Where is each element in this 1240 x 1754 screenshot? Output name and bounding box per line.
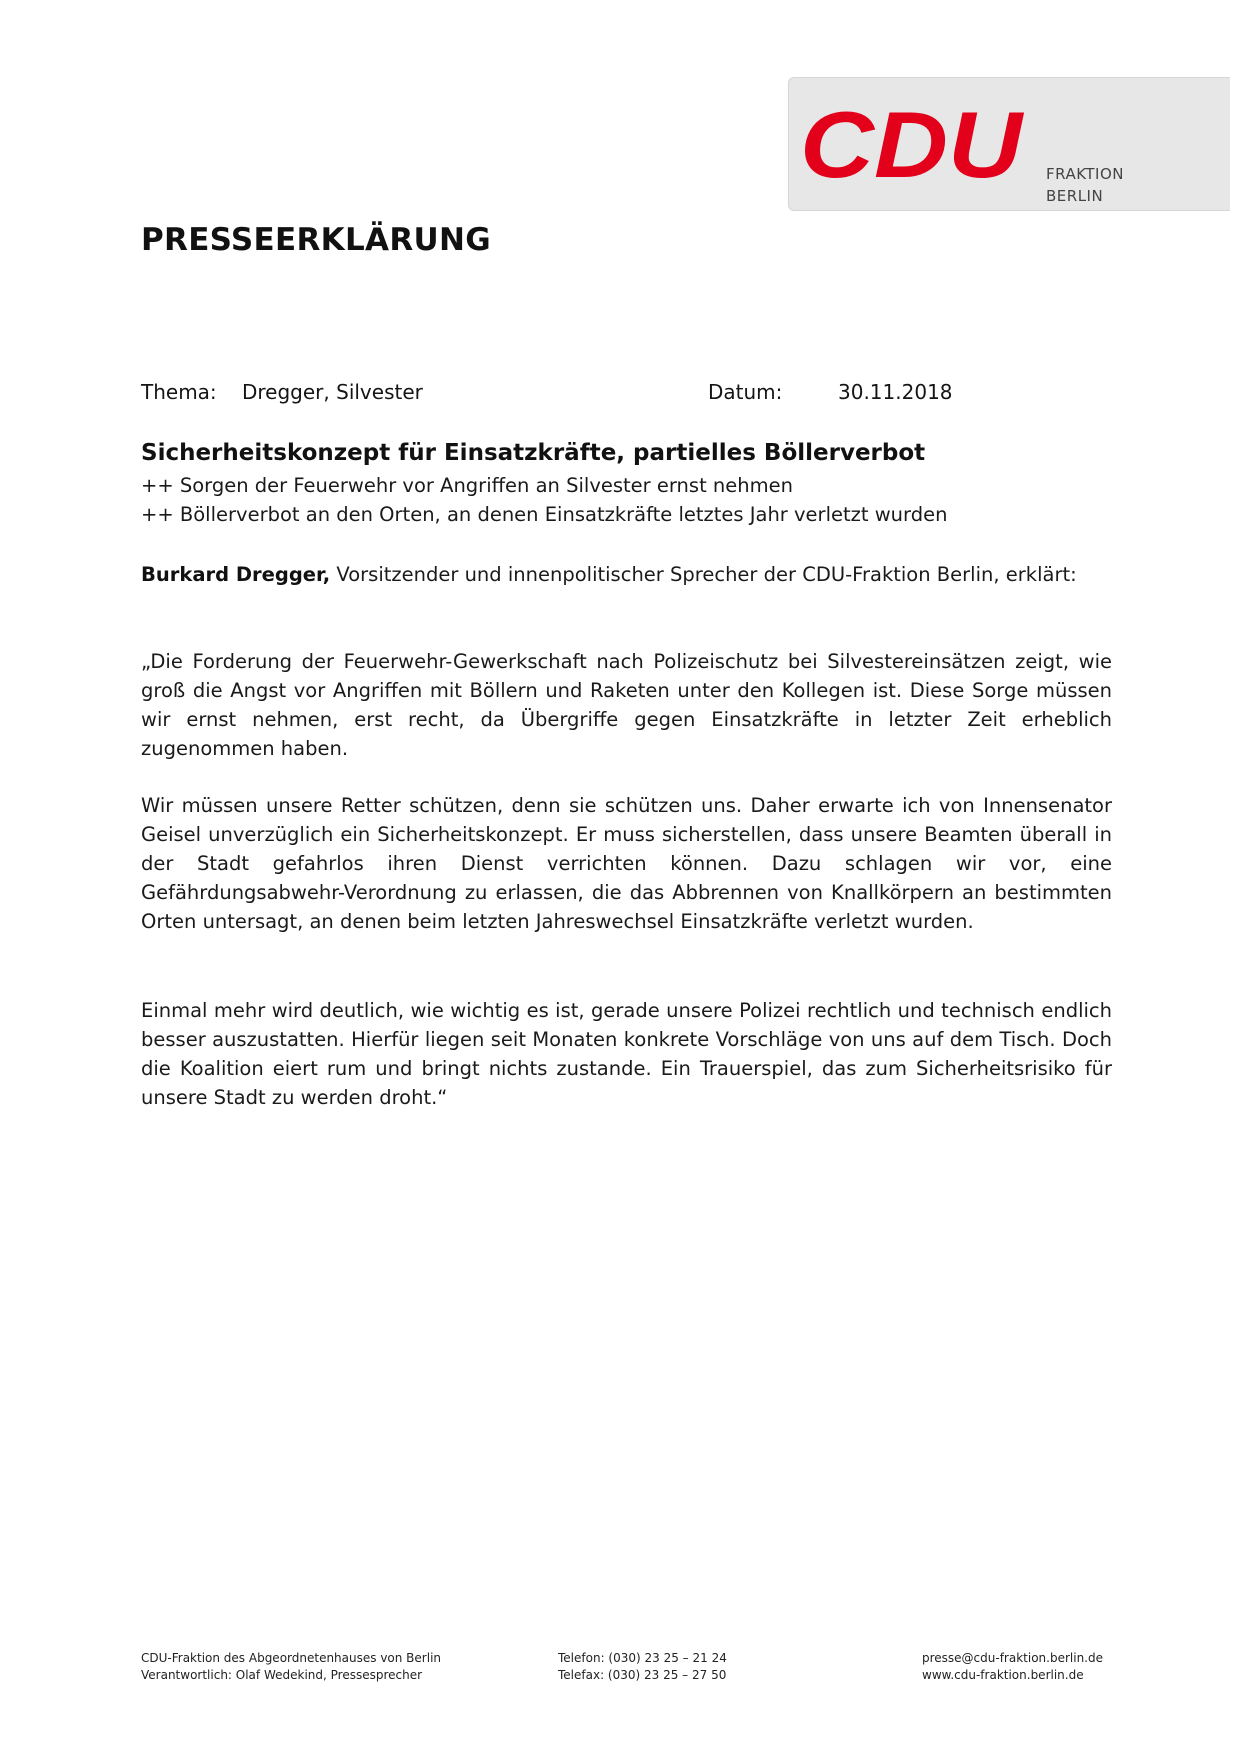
datum-value: 30.11.2018	[838, 380, 953, 404]
press-headline: Sicherheitskonzept für Einsatzkräfte, partielles Böllerverbot	[141, 440, 926, 466]
quote-paragraph-3: Einmal mehr wird deutlich, wie wichtig es ist, gerade unsere Polizei rechtlich und technisch endlich besser auszustatten. Hierfür liegen seit Monaten konkrete Vorschläge von uns auf dem Tisch. Doch die Koalition eiert rum und bringt nichts zustande. Ein Trauerspiel, das zum Sicherheitsrisiko für unsere Stadt zu werden droht.“	[141, 999, 1112, 1109]
thema-label: Thema:	[141, 380, 217, 404]
footer-contact-numbers	[558, 1650, 727, 1684]
logo-line-berlin: BERLIN	[1046, 187, 1104, 205]
document-title: PRESSEERKLÄRUNG	[141, 222, 491, 258]
cdu-wordmark-logo	[798, 87, 1024, 197]
subline-1: ++ Sorgen der Feuerwehr vor Angriffen an Silvester ernst nehmen	[141, 474, 793, 497]
speaker-role: Vorsitzender und innenpolitischer Sprecher der CDU-Fraktion Berlin, erklärt:	[330, 563, 1077, 586]
footer-website: www.cdu-fraktion.berlin.de	[922, 1668, 1084, 1682]
speaker-name: Burkard Dregger,	[141, 563, 331, 586]
footer-fax: Telefax: (030) 23 25 – 27 50	[558, 1668, 727, 1682]
footer-org-name: CDU-Fraktion des Abgeordnetenhauses von Berlin	[141, 1651, 442, 1665]
logo-line-fraktion: FRAKTION	[1046, 165, 1124, 183]
footer-organization	[141, 1650, 441, 1684]
footer-phone: Telefon: (030) 23 25 – 21 24	[558, 1651, 727, 1665]
quote-paragraph-1: „Die Forderung der Feuerwehr-Gewerkschaft nach Polizeischutz bei Silvestereinsätzen zeigt, wie groß die Angst vor Angriffen mit Böllern und Raketen unter den Kollegen ist. Diese Sorge müssen wir ernst nehmen, erst recht, da Übergriffe gegen Einsatzkräfte in letzter Zeit erheblich zugenommen haben.	[141, 650, 1112, 760]
logo-subtitle	[1046, 163, 1124, 207]
thema-value: Dregger, Silvester	[242, 380, 423, 404]
datum-label: Datum:	[708, 380, 783, 404]
quote-paragraph-2: Wir müssen unsere Retter schützen, denn sie schützen uns. Daher erwarte ich von Innensenator Geisel unverzüglich ein Sicherheitskonzept. Er muss sicherstellen, dass unsere Beamten überall in der Stadt gefahrlos ihren Dienst verrichten können. Dazu schlagen wir vor, eine Gefährdungsabwehr-Verordnung zu erlassen, die das Abbrennen von Knallkörpern an bestimmten Orten untersagt, an denen beim letzten Jahreswechsel Einsatzkräfte verletzt wurden.	[141, 794, 1112, 933]
speaker-intro	[141, 560, 1112, 589]
footer-responsible: Verantwortlich: Olaf Wedekind, Pressesprecher	[141, 1668, 423, 1682]
cdu-fraktion-logo	[788, 77, 1230, 211]
subline-2: ++ Böllerverbot an den Orten, an denen Einsatzkräfte letztes Jahr verletzt wurden	[141, 503, 948, 526]
footer-online	[922, 1650, 1103, 1684]
footer-email: presse@cdu-fraktion.berlin.de	[922, 1651, 1103, 1665]
cdu-wordmark-text: CDU	[800, 92, 1024, 197]
